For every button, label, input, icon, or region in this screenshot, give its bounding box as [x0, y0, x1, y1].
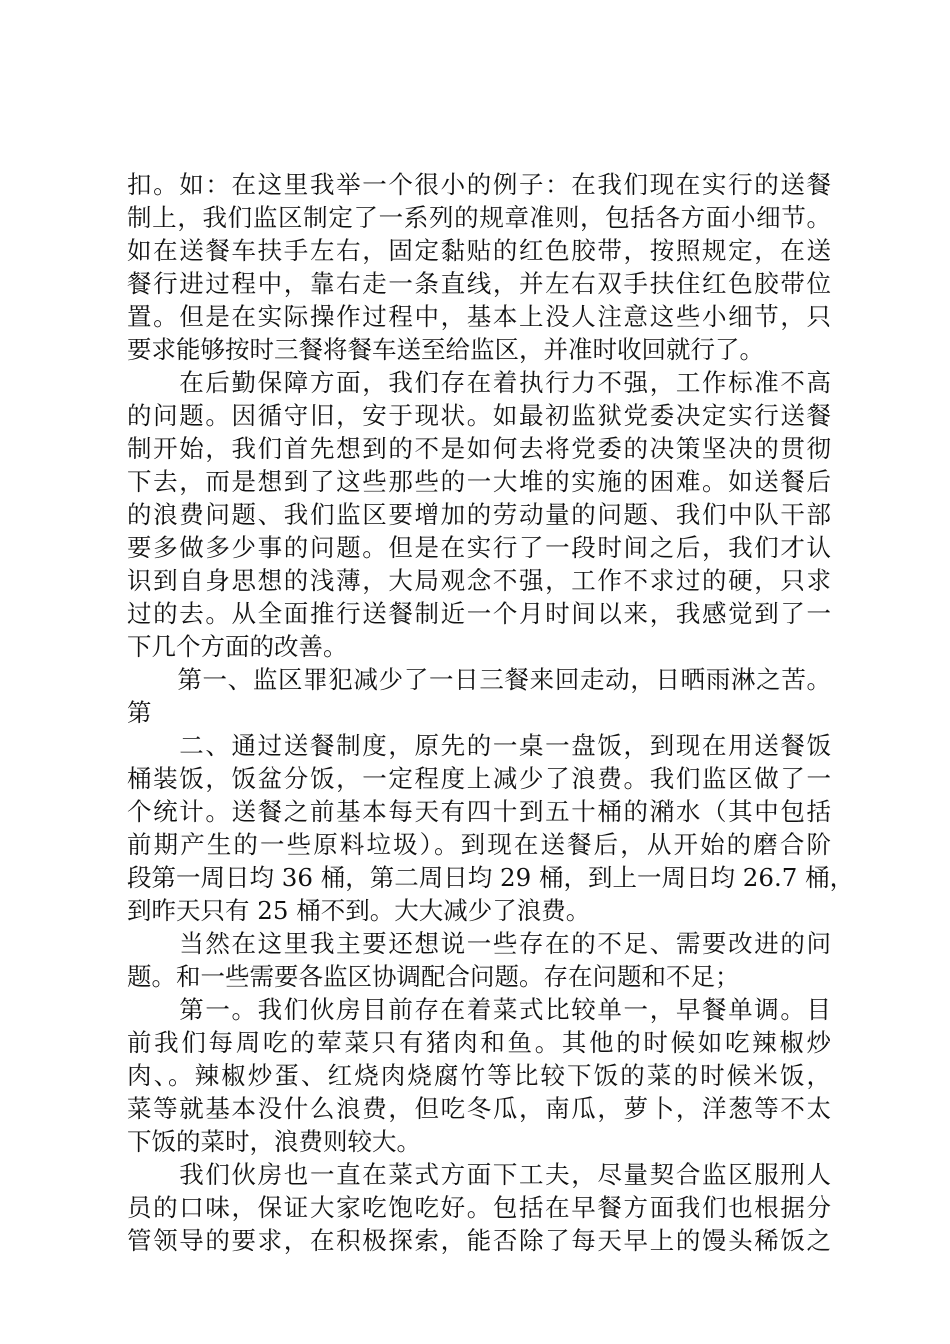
text-line: 前期产生的一些原料垃圾）。到现在送餐后，从开始的磨合阶 [127, 830, 831, 859]
text-line: 题。和一些需要各监区协调配合问题。存在问题和不足； [127, 962, 740, 991]
text-line: 置。但是在实际操作过程中，基本上没人注意这些小细节，只 [127, 302, 831, 331]
text-line: 菜等就基本没什么浪费，但吃冬瓜，南瓜，萝卜，洋葱等不太 [127, 1094, 831, 1123]
text-line: 我们伙房也一直在菜式方面下工夫，尽量契合监区服刑人 [127, 1160, 831, 1189]
text-line: 段第一周日均 36 桶，第二周日均 29 桶，到上一周日均 26.7 桶， [127, 863, 855, 892]
text-line: 下饭的菜时，浪费则较大。 [127, 1127, 421, 1156]
text-line: 员的口味，保证大家吃饱吃好。包括在早餐方面我们也根据分 [127, 1193, 831, 1222]
text-line: 第一。我们伙房目前存在着菜式比较单一，早餐单调。目 [127, 995, 831, 1024]
text-line: 制上，我们监区制定了一系列的规章准则，包括各方面小细节。 [127, 203, 831, 232]
text-line: 二、通过送餐制度，原先的一桌一盘饭，到现在用送餐饭 [127, 731, 831, 760]
text-line: 桶装饭，饭盆分饭，一定程度上减少了浪费。我们监区做了一 [127, 764, 831, 793]
text-line: 第一、监区罪犯减少了一日三餐来回走动，日晒雨淋之苦。 [127, 665, 831, 694]
text-line: 前我们每周吃的荤菜只有猪肉和鱼。其他的时候如吃辣椒炒 [127, 1028, 831, 1057]
text-line: 识到自身思想的浅薄，大局观念不强，工作不求过的硬，只求 [127, 566, 831, 595]
text-line: 个统计。送餐之前基本每天有四十到五十桶的潲水（其中包括 [127, 797, 831, 826]
text-line: 制开始，我们首先想到的不是如何去将党委的决策坚决的贯彻 [127, 434, 831, 463]
text-line: 要多做多少事的问题。但是在实行了一段时间之后，我们才认 [127, 533, 831, 562]
text-line: 的浪费问题、我们监区要增加的劳动量的问题、我们中队干部 [127, 500, 831, 529]
text-line: 下去，而是想到了这些那些的一大堆的实施的困难。如送餐后 [127, 467, 831, 496]
text-line: 当然在这里我主要还想说一些存在的不足、需要改进的问 [127, 929, 831, 958]
text-line: 肉、。辣椒炒蛋、红烧肉烧腐竹等比较下饭的菜的时候米饭， [127, 1061, 831, 1090]
text-line: 要求能够按时三餐将餐车送至给监区，并准时收回就行了。 [127, 335, 764, 364]
text-line: 餐行进过程中，靠右走一条直线，并左右双手扶住红色胶带位 [127, 269, 831, 298]
text-line: 管领导的要求，在积极探索，能否除了每天早上的馒头稀饭之 [127, 1226, 831, 1255]
text-line: 如在送餐车扶手左右，固定黏贴的红色胶带，按照规定，在送 [127, 236, 831, 265]
text-line: 在后勤保障方面，我们存在着执行力不强，工作标准不高 [127, 368, 831, 397]
text-line: 的问题。因循守旧，安于现状。如最初监狱党委决定实行送餐 [127, 401, 831, 430]
document-body [127, 168, 855, 1257]
text-line: 第 [127, 698, 152, 727]
text-line: 到昨天只有 25 桶不到。大大减少了浪费。 [127, 896, 591, 925]
text-line: 过的去。从全面推行送餐制近一个月时间以来，我感觉到了一 [127, 599, 831, 628]
text-line: 扣。如：在这里我举一个很小的例子：在我们现在实行的送餐 [127, 170, 831, 199]
text-line: 下几个方面的改善。 [127, 632, 348, 661]
